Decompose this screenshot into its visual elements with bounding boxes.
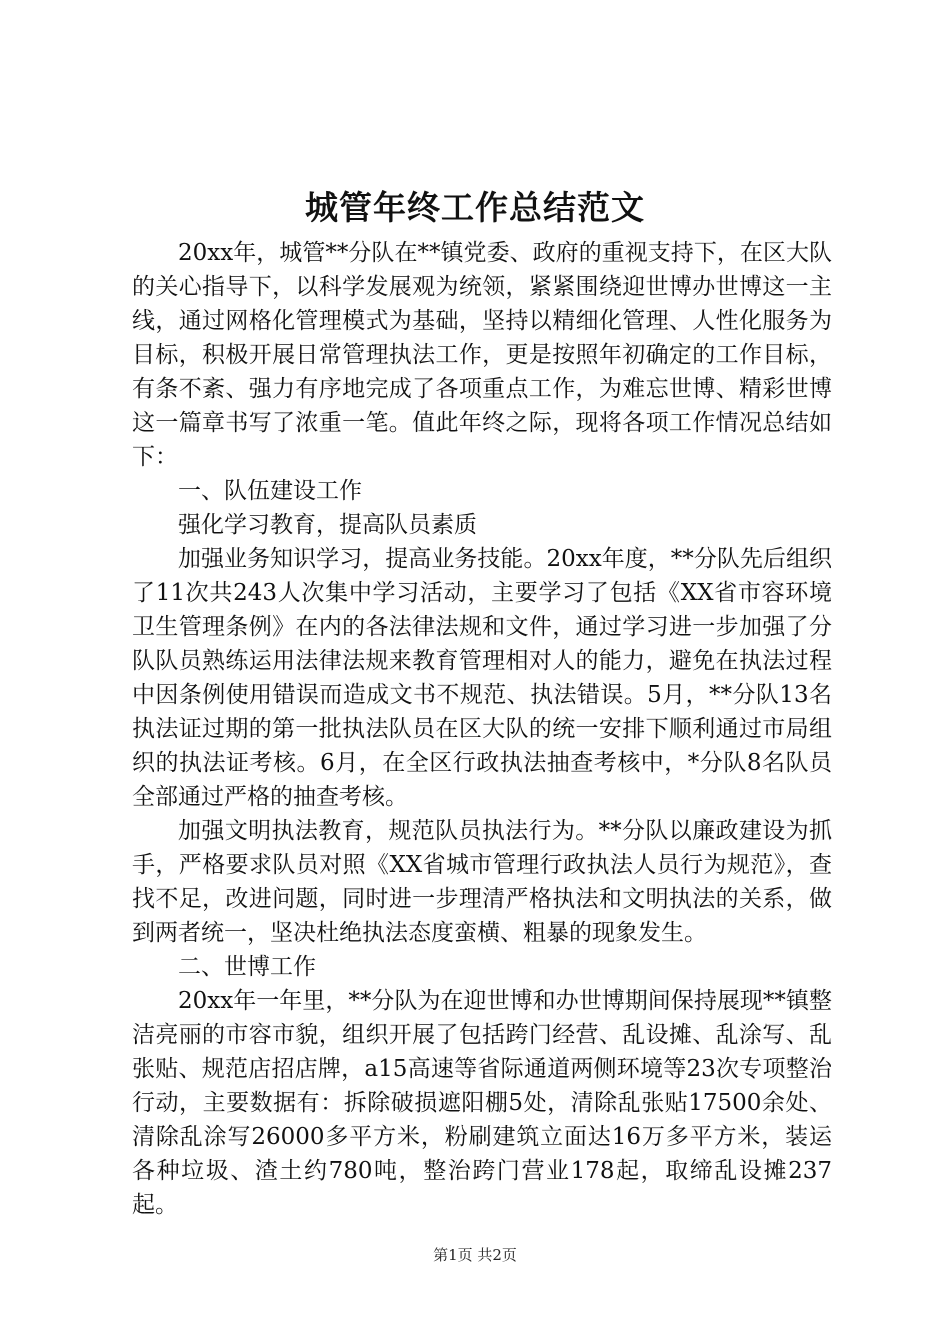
intro-paragraph: 20xx年，城管**分队在**镇党委、政府的重视支持下，在区大队的关心指导下，以科学发展观为统领，紧紧围绕迎世博办世博这一主线，通过网格化管理模式为基础，坚持以精细化管理、人性化服务为目标，积极开展日常管理执法工作，更是按照年初确定的工作目标，有条不紊、强力有序地完成了各项重点工作，为难忘世博、精彩世博这一篇章书写了浓重一笔。值此年终之际，现将各项工作情况总结如下：: [132, 240, 832, 470]
subheading-study-education: 强化学习教育，提高队员素质: [178, 512, 477, 538]
document-body: [132, 236, 832, 1222]
section-heading-expo-work: 二、世博工作: [178, 954, 316, 980]
paragraph-civilized-enforcement: 加强文明执法教育，规范队员执法行为。**分队以廉政建设为抓手，严格要求队员对照《XX省城市管理行政执法人员行为规范》，查找不足，改进问题，同时进一步理清严格执法和文明执法的关系，做到两者统一，坚决杜绝执法态度蛮横、粗暴的现象发生。: [132, 818, 832, 946]
document-title: 城管年终工作总结范文: [305, 188, 645, 227]
paragraph-business-study: 加强业务知识学习，提高业务技能。20xx年度，**分队先后组织了11次共243人次集中学习活动，主要学习了包括《XX省市容环境卫生管理条例》在内的各法律法规和文件，通过学习进一步加强了分队队员熟练运用法律法规来教育管理相对人的能力，避免在执法过程中因条例使用错误而造成文书不规范、执法错误。5月，**分队13名执法证过期的第一批执法队员在区大队的统一安排下顺利通过市局组织的执法证考核。6月，在全区行政执法抽查考核中，*分队8名队员全部通过严格的抽查考核。: [132, 546, 832, 810]
section-heading-team-building: 一、队伍建设工作: [178, 478, 362, 504]
paragraph-expo-work: 20xx年一年里，**分队为在迎世博和办世博期间保持展现**镇整洁亮丽的市容市貌，组织开展了包括跨门经营、乱设摊、乱涂写、乱张贴、规范店招店牌，a15高速等省际通道两侧环境等23次专项整治行动，主要数据有：拆除破损遮阳棚5处，清除乱张贴17500余处、清除乱涂写26000多平方米，粉刷建筑立面达16万多平方米，装运各种垃圾、渣土约780吨，整治跨门营业178起，取缔乱设摊237起。: [132, 988, 832, 1218]
page-number-footer: 第1页 共2页: [433, 1246, 517, 1264]
